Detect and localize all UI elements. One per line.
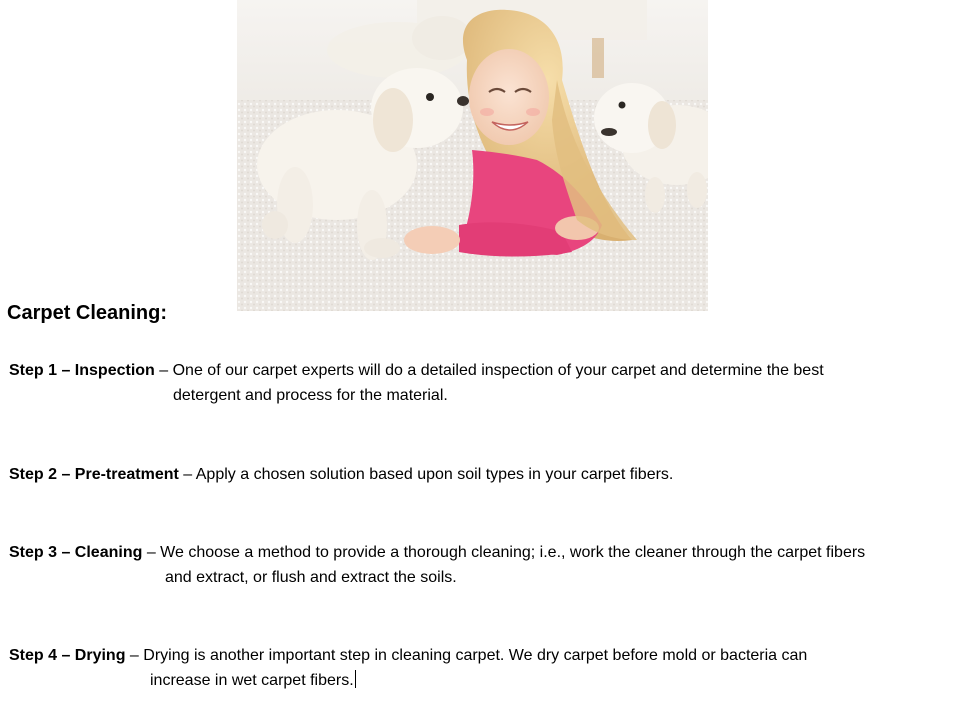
photo <box>237 0 708 311</box>
step-2-text: – Apply a chosen solution based upon soil types in your carpet fibers. <box>178 466 674 483</box>
photo-illustration <box>237 0 708 311</box>
hand <box>404 226 460 254</box>
step-3-label: Step 3 – Cleaning <box>9 544 143 561</box>
step-3-text: – We choose a method to provide a thorough cleaning; i.e., work the cleaner through the carpet fibers <box>142 544 866 561</box>
step-1 <box>9 358 824 408</box>
step-4-continuation-line <box>9 668 807 693</box>
step-4-label: Step 4 – Drying <box>9 647 126 664</box>
step-4-continuation: increase in wet carpet fibers. <box>150 672 354 689</box>
step-1-label: Step 1 – Inspection <box>9 362 155 379</box>
step-2 <box>9 462 673 487</box>
step-3-continuation: and extract, or flush and extract the soils. <box>165 569 457 586</box>
step-2-label: Step 2 – Pre-treatment <box>9 466 179 483</box>
text-cursor <box>355 670 356 688</box>
step-4-text: – Drying is another important step in cleaning carpet. We dry carpet before mold or bacteria can <box>125 647 808 664</box>
furniture-leg <box>592 38 604 78</box>
step-4[interactable] <box>9 643 807 693</box>
step-3 <box>9 540 865 590</box>
step-1-continuation: detergent and process for the material. <box>173 387 448 404</box>
step-1-text: – One of our carpet experts will do a detailed inspection of your carpet and determine the best <box>154 362 824 379</box>
page-title: Carpet Cleaning: <box>7 302 168 324</box>
